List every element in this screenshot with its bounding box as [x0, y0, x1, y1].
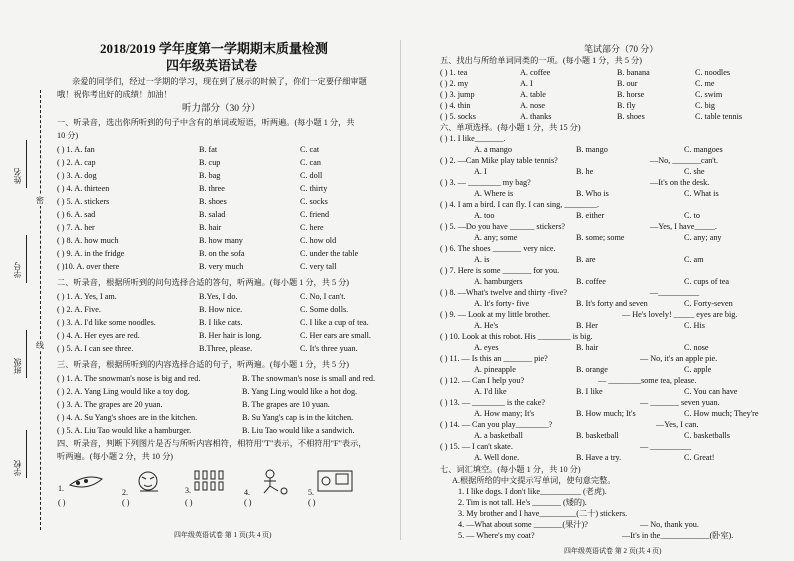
mc-extra: — __________ [640, 442, 692, 451]
mc-question: ( ) 5. —Do you have ______ stickers? [440, 222, 566, 231]
mc-question: ( ) 8. —What's twelve and thirty -five? [440, 288, 567, 297]
part4-instructions-2: 听两遍。(每小题 2 分，共 10 分) [57, 452, 173, 461]
page-footer-right: 四年级英语试卷 第 2 页(共 4 页) [564, 547, 662, 555]
hotdog-icon [66, 469, 106, 491]
intro-line-1: 亲爱的同学们，经过一学期的学习，现在到了展示的时候了，你们一定要仔细审题 [72, 77, 367, 86]
picture-5: 5. [308, 469, 356, 497]
picture-4: 4. [244, 469, 290, 497]
mc-extra: — He's lovely! _____ eyes are big. [622, 310, 738, 319]
section6-instructions: 六、单项选择。(每小题 1 分，共 15 分) [440, 123, 581, 132]
picture-5-answer[interactable]: ( ) [308, 498, 316, 507]
mc-question: ( ) 2. —Can Mike play table tennis? [440, 156, 558, 165]
picture-2-answer[interactable]: ( ) [122, 498, 130, 507]
school-label: 学校 [13, 460, 22, 476]
vocab-extra: —It's in the____________(卧室). [622, 531, 734, 540]
kitchen-scene-icon [316, 469, 356, 495]
mc-extra: — No, it's an apple pie. [640, 354, 718, 363]
binding-margin [0, 0, 60, 561]
vocab-question: 3. My brother and I have_________(二十) stickers. [458, 509, 628, 518]
name-label: 姓名 [13, 168, 22, 184]
page-footer-left: 四年级英语试卷 第 1 页(共 4 页) [174, 531, 272, 539]
school-field[interactable] [26, 430, 27, 478]
mc-extra: — _______ seven yuan. [640, 398, 720, 407]
mc-question: ( ) 7. Here is some _______ for you. [440, 266, 560, 275]
picture-2: 2. [122, 469, 170, 497]
mc-question: ( ) 3. — ________ my bag? [440, 178, 531, 187]
boy-kicking-icon [252, 469, 290, 495]
vocab-extra: — No, thank you. [640, 520, 699, 529]
vocab-question: 1. I like dogs. I don't like__________ (老虎). [458, 487, 607, 496]
number-label: 学号 [13, 262, 22, 278]
name-field[interactable] [26, 140, 27, 188]
intro-line-2: 哦！祝你考出好的成绩！加油！ [57, 90, 172, 99]
mc-extra: —Yes, I can. [656, 420, 699, 429]
class-field[interactable] [26, 330, 27, 378]
vocab-question: 5. — Where's my coat? [458, 531, 535, 540]
part2-instructions: 二、听录音，根据所听到的问句选择合适的答句，听两遍。(每小题 1 分，共 5 分) [57, 278, 350, 287]
written-heading: 笔试部分（70 分） [584, 44, 659, 54]
mc-question: ( ) 4. I am a bird. I can fly. I can sing, ________. [440, 200, 600, 209]
seal-mark: 密 [36, 196, 44, 205]
part1-instructions: 一、听录音，选出你所听到的句子中含有的单词或短语，听两遍。(每小题 1 分，共 [57, 118, 355, 127]
section5-instructions: 五、找出与所给单词同类的一项。(每小题 1 分，共 5 分) [440, 56, 642, 65]
mc-question: ( ) 6. The shoes _______ very nice. [440, 244, 556, 253]
picture-1-answer[interactable]: ( ) [58, 498, 66, 507]
bottles-icon [193, 469, 233, 493]
mc-question: ( ) 12. — Can I help you? [440, 376, 525, 385]
mc-question: ( ) 13. — ________ is the cake? [440, 398, 546, 407]
section7-instructions: 七、词汇填空。(每小题 1 分，共 10 分) [440, 465, 581, 474]
page-divider [400, 40, 401, 540]
mc-question: ( ) 1. I like_______. [440, 134, 506, 143]
part4-instructions: 四、听录音，判断下列图片是否与所听内容相符，相符用"T"表示，不相符用"F"表示， [57, 439, 367, 448]
exam-page: 姓名 学号 班级 学校 密 线 2018/2019 学年度第一学期期末质量检测 四年级英语试卷 亲爱的同学们，经过一学期的学习，现在到了展示的时候了，你们一定要仔细审题 哦！祝你考出好的成绩！加油！ 听力部分（30 分） 一、听录音，选出你所听到的句子中含有的单词或短语，听两遍。(每小题 1 分，共 10 分) ( ) 1. A. fan B. fat C. cat ( ) 2. A. cap B. cup C. can ( ) 3. A. dog B. bag C. doll ( ) 4. A. thirteen B. three C. thirty ( ) 5. A. stickers B. shoes C. socks ( ) 6. A. sad B. salad C. friend ( ) 7. A. her B. hair C. here ( ) 8. A. how much B. how many C. how old ( ) 9. A. in the fridge B. on the sofa C. under the table ( )10. A. over there B. very much C. very tall 二、听录音，根据所听到的问句选择合适的答句，听两遍。(每小题 1 分，共 5 分) ( ) 1. A. Yes, I am. B.Yes, I do. C. No, I can't. ( ) 2. A. Five. B. How nice. C. Some dolls. ( ) 3. A. I'd like some noodles. B. I like cats. C. I like a cup of tea. ( ) 4. A. Her eyes are red. B. Her hair is long. C. Her ears are small. ( ) 5. A. I can see three. B.Three, please. C. It's three yuan. 三、听录音，根据所听到的内容选择合适的句子，听两遍。(每小题 1 分，共 5 分) ( ) 1. A. The snowman's nose is big and red. B. The snowman's nose is small and red. ( ) 2. A. Yang Ling would like a toy dog. B. Yang Ling would like a hot dog. ( ) 3. A. The grapes are 20 yuan. B. The grapes are 10 yuan. ( ) 4. A. Su Yang's shoes are in the kitchen. B. Su Yang's cap is in the kitchen. ( ) 5. A. Liu Tao would like a hamburger. B. Liu Tao would like a sandwich. 四、听录音，判断下列图片是否与所听内容相符，相符用"T"表示，不相符用"F"表示， 听两遍。(每小题 2 分，共 10 分) 1. 2. 3. 4. 5. ( ) ( ) ( ) ( ) ( ) 四年级英语试卷 第 1 页(共 4 页) 笔试部分（70 分） 五、找出与所给单词同类的一项。(每小题 1 分，共 5 分) ( ) 1. tea A. coffee B. banana C. noodles ( ) 2. my A. I B. our C. me ( ) 3. jump A. table B. horse C. swim ( ) 4. thin A. nose B. fly C. big ( ) 5. socks A. thanks B. shoes C. table tennis 六、单项选择。(每小题 1 分，共 15 分) ( ) 1. I like_______. A. a mango B. mango C. mangoes ( ) 2. —Can Mike play table tennis? —No, _______can't. A. I B. he C. she ( ) 3. — ________ my bag? —It's on the desk. A. Where is B. Who is C. What is ( ) 4. I am a bird. I can fly. I can sing, ________. A. too B. either C. to ( ) 5. —Do you have ______ stickers? —Yes, I have_____. A. any; some B. some; some C. any; any ( ) 6. The shoes _______ very nice. A. is B. are C. am ( ) 7. Here is some _______ for you. A. hamburgers B. coffee C. cups of tea ( ) 8. —What's twelve and thirty -five? —__________ A. It's forty- five B. It's forty and seven C. Forty-seven ( ) 9. — Look at my little brother. — He's lovely! _____ eyes are big. A. He's B. Her C. His ( ) 10. Look at this robot. His ________ is big. A. eyes B. hair C. nose ( ) 11. — Is this an _______ pie? — No, it's an apple pie. A. pineapple B. orange C. apple ( ) 12. — Can I help you? — ________some tea, please. A. I'd like B. I like C. You can have ( ) 13. — ________ is the cake? — _______ seven yuan. A. How many; It's B. How much; It's C. How much; They're ( ) 14. — Can you play________? —Yes, I can. A. a basketball B. basketball C. basketballs ( ) 15. — I can't skate. — __________ A. Well done. B. Have a try. C. Great! 七、词汇填空。(每小题 1 分，共 10 分) A.根据所给的中文提示写单词，使句意完整。 1. I like dogs. I don't like__________ (老虎). 2. Tim is not tall. He's _______ (矮的). 3. My brother and I have_________(二十) stickers. 4. —What about some _______(果汁)? — No, thank you. 5. — Where's my coat? —It's in the____________(卧室). 四年级英语试卷 第 2 页(共 4 页) [0, 0, 794, 561]
part3-instructions: 三、听录音，根据所听到的内容选择合适的句子，听两遍。(每小题 1 分，共 5 分) [57, 360, 350, 369]
picture-4-answer[interactable]: ( ) [244, 498, 252, 507]
mc-extra: —It's on the desk. [650, 178, 710, 187]
class-label: 班级 [13, 358, 22, 374]
mc-extra: —__________ [650, 288, 700, 297]
mc-extra: —Yes, I have_____. [650, 222, 717, 231]
picture-3: 3. [185, 469, 233, 495]
tiger-icon [130, 469, 170, 495]
picture-3-answer[interactable]: ( ) [185, 498, 193, 507]
part1-instructions-2: 10 分) [57, 131, 79, 140]
vocab-question: 2. Tim is not tall. He's _______ (矮的). [458, 498, 587, 507]
mc-question: ( ) 15. — I can't skate. [440, 442, 513, 451]
picture-1: 1. [58, 469, 106, 493]
exam-title: 2018/2019 学年度第一学期期末质量检测 [100, 41, 328, 56]
listening-heading: 听力部分（30 分） [182, 104, 261, 114]
mc-question: ( ) 11. — Is this an _______ pie? [440, 354, 548, 363]
number-field[interactable] [26, 235, 27, 283]
mc-question: ( ) 9. — Look at my little brother. [440, 310, 551, 319]
mc-extra: — ________some tea, please. [598, 376, 697, 385]
cut-line [40, 90, 41, 530]
mc-extra: —No, _______can't. [650, 156, 719, 165]
vocab-question: 4. —What about some _______(果汁)? [458, 520, 588, 529]
exam-subtitle: 四年级英语试卷 [166, 58, 258, 73]
section7-subinstructions: A.根据所给的中文提示写单词，使句意完整。 [452, 476, 616, 485]
mc-question: ( ) 10. Look at this robot. His ________ is big. [440, 332, 593, 341]
line-mark: 线 [36, 341, 44, 350]
mc-question: ( ) 14. — Can you play________? [440, 420, 553, 429]
